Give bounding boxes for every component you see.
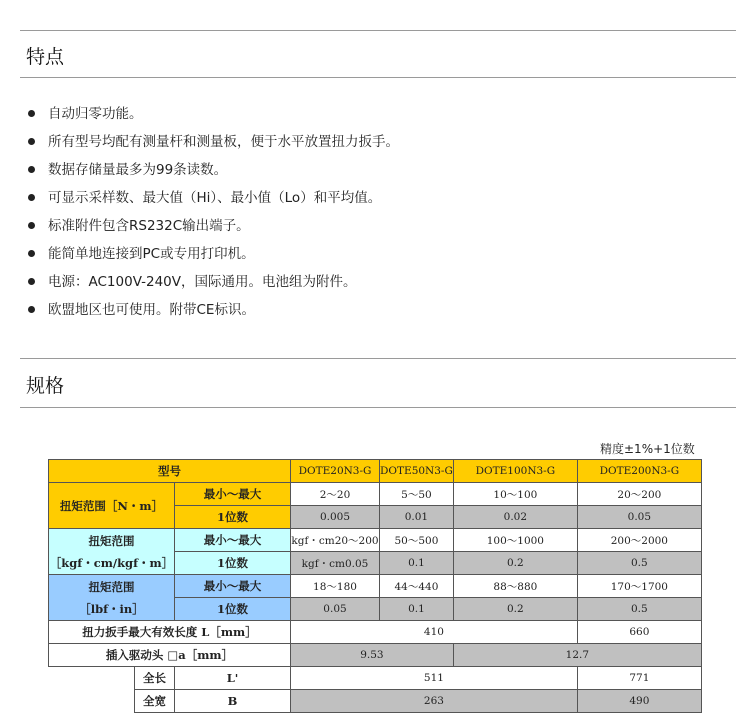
feature-item: 电源：AC100V-240V，国际通用。电池组为附件。: [26, 268, 726, 296]
accuracy-note: 精度±1%+1位数: [600, 442, 695, 456]
feature-item: 所有型号均配有测量杆和测量板，便于水平放置扭力扳手。: [26, 128, 726, 156]
row-symbol: L': [175, 667, 291, 690]
table-cell: 10～100: [453, 483, 577, 506]
table-row: [49, 667, 702, 690]
feature-item: 能简单地连接到PC或专用打印机。: [26, 240, 726, 268]
row-label: 1位数: [175, 552, 291, 575]
table-cell: 0.5: [577, 552, 701, 575]
table-cell: 0.5: [577, 598, 701, 621]
row-label: 最小～最大: [175, 483, 291, 506]
table-cell: 0.005: [291, 506, 380, 529]
table-cell: 44～440: [380, 575, 454, 598]
table-cell: 490: [577, 690, 701, 713]
row-label: 全宽: [135, 690, 175, 713]
row-label: 插入驱动头 □a［mm］: [49, 644, 291, 667]
row-label: 最小～最大: [175, 575, 291, 598]
table-cell: 5～50: [380, 483, 454, 506]
row-label: 扭力扳手最大有效长度 L［mm］: [49, 621, 291, 644]
feature-item: 自动归零功能。: [26, 100, 726, 128]
table-cell: 0.05: [577, 506, 701, 529]
bullet-icon: [28, 306, 35, 313]
bullet-icon: [28, 194, 35, 201]
row-label: 1位数: [175, 598, 291, 621]
table-row: [49, 621, 702, 644]
table-row: [49, 575, 702, 598]
features-list: [26, 100, 726, 324]
feature-item: 标准附件包含RS232C输出端子。: [26, 212, 726, 240]
table-cell: 0.02: [453, 506, 577, 529]
group-label: 扭矩范围 ［kgf・cm/kgf・m］: [49, 529, 175, 575]
table-cell: 410: [291, 621, 578, 644]
table-cell: 2～20: [291, 483, 380, 506]
table-cell: 200～2000: [577, 529, 701, 552]
table-cell: 50～500: [380, 529, 454, 552]
model-header: DOTE20N3-G: [291, 460, 380, 483]
row-label: 1位数: [175, 506, 291, 529]
table-cell: 660: [577, 621, 701, 644]
feature-item: 可显示采样数、最大值（Hi）、最小值（Lo）和平均值。: [26, 184, 726, 212]
table-cell: 511: [291, 667, 578, 690]
table-cell: 20～200: [577, 483, 701, 506]
table-cell: 0.1: [380, 598, 454, 621]
spec-table: [48, 459, 702, 713]
bullet-icon: [28, 250, 35, 257]
table-row: [49, 690, 702, 713]
table-cell: 0.2: [453, 552, 577, 575]
table-row: [49, 483, 702, 506]
bullet-icon: [28, 278, 35, 285]
feature-item: 数据存储量最多为99条读数。: [26, 156, 726, 184]
table-cell: 12.7: [453, 644, 701, 667]
table-cell: 0.05: [291, 598, 380, 621]
row-label: 最小～最大: [175, 529, 291, 552]
table-cell: 263: [291, 690, 578, 713]
row-label: 全长: [135, 667, 175, 690]
model-header: DOTE50N3-G: [380, 460, 454, 483]
table-cell: 88～880: [453, 575, 577, 598]
blank-cell: [49, 690, 135, 713]
group-label: 扭矩范围 ［lbf・in］: [49, 575, 175, 621]
bullet-icon: [28, 222, 35, 229]
features-title: 特点: [26, 46, 65, 68]
table-row: [49, 460, 702, 483]
table-cell: 771: [577, 667, 701, 690]
features-header: [20, 30, 736, 78]
group-label: 扭矩范围［N・m］: [49, 483, 175, 529]
model-header: DOTE100N3-G: [453, 460, 577, 483]
row-symbol: B: [175, 690, 291, 713]
table-cell: kgf・cm20～200: [291, 529, 380, 552]
blank-cell: [49, 667, 135, 690]
table-cell: 100～1000: [453, 529, 577, 552]
table-cell: 18～180: [291, 575, 380, 598]
table-cell: 0.01: [380, 506, 454, 529]
table-cell: kgf・cm0.05: [291, 552, 380, 575]
model-header-label: 型号: [49, 460, 291, 483]
table-cell: 0.2: [453, 598, 577, 621]
bullet-icon: [28, 166, 35, 173]
bullet-icon: [28, 110, 35, 117]
table-cell: 0.1: [380, 552, 454, 575]
specs-header: [20, 358, 736, 408]
table-row: [49, 529, 702, 552]
specs-title: 规格: [26, 375, 65, 397]
model-header: DOTE200N3-G: [577, 460, 701, 483]
table-cell: 170～1700: [577, 575, 701, 598]
bullet-icon: [28, 138, 35, 145]
table-row: [49, 644, 702, 667]
table-cell: 9.53: [291, 644, 454, 667]
feature-item: 欧盟地区也可使用。附带CE标识。: [26, 296, 726, 324]
